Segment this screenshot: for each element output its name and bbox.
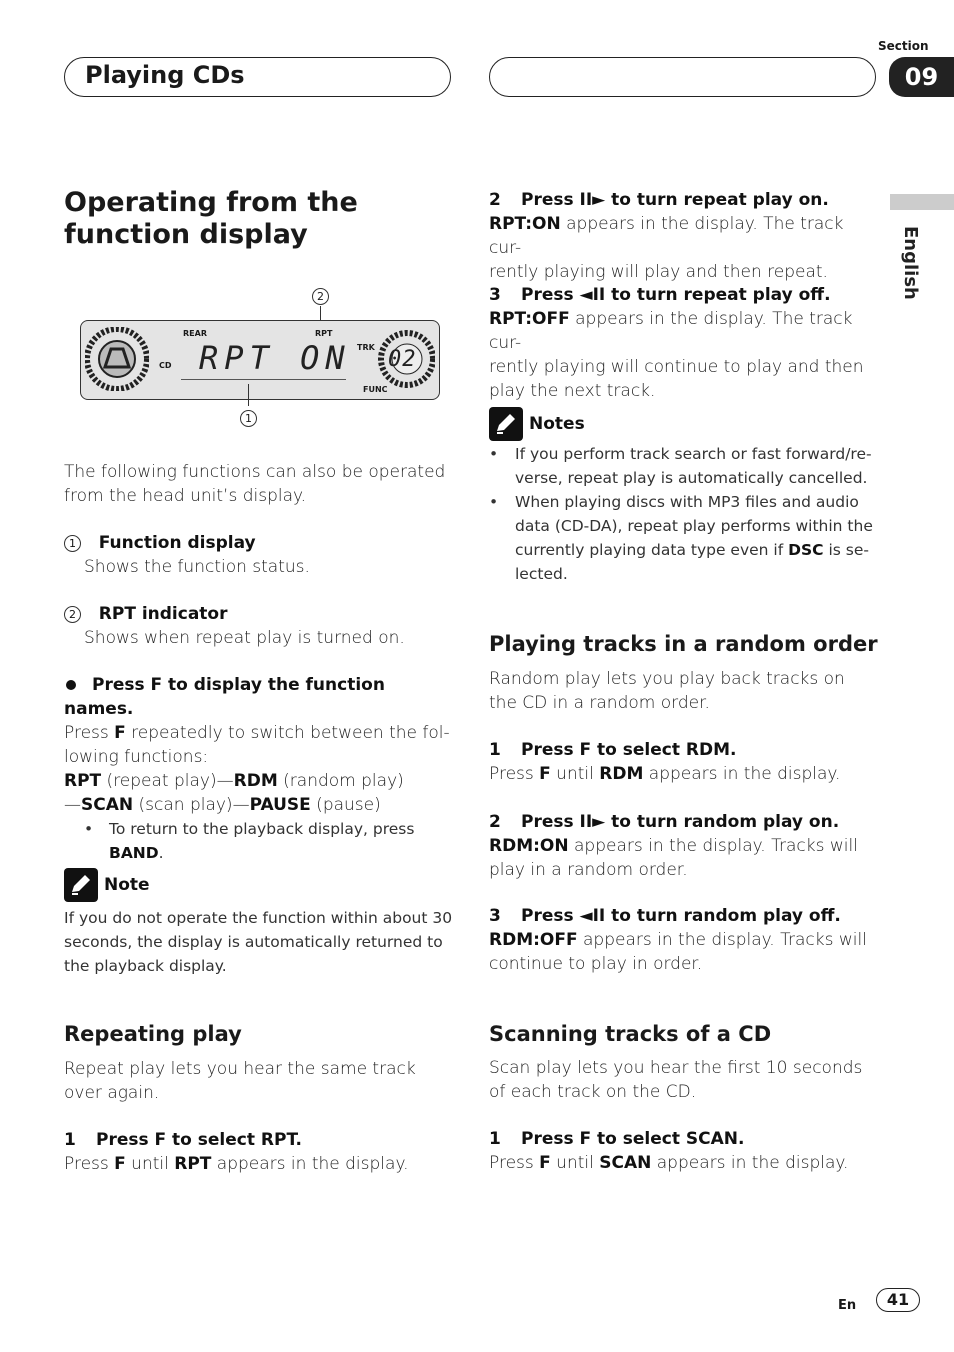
page-number-pill <box>876 1288 920 1312</box>
return-bullet-band: BAND <box>109 844 159 862</box>
random-heading: Playing tracks in a random order <box>489 632 878 656</box>
rep-step2-text2: rently playing will play and then repeat. <box>489 262 828 282</box>
rdm-step1-c: until <box>550 764 600 784</box>
rdm-step1-e: appears in the display. <box>643 764 841 784</box>
scan-step1-e: appears in the display. <box>651 1153 849 1173</box>
press-f-text-d: lowing functions: <box>64 747 209 767</box>
scan-intro: Scan play lets you hear the first 10 seconds of each track on the CD. <box>489 1058 863 1102</box>
callout-1: 1 <box>240 410 257 427</box>
lcd-func-label: FUNC <box>363 385 388 394</box>
rdm-step1-num: 1 <box>489 740 501 760</box>
rdm-step3-code: RDM:OFF <box>489 930 578 950</box>
note2-b: data (CD-DA), repeat play performs within the <box>515 517 873 535</box>
rep-step3-text3: play the next track. <box>489 381 656 401</box>
rep-step3-title-b: to turn repeat play off. <box>605 285 831 305</box>
play-pause-icon: II► <box>579 812 606 832</box>
func-rpt: RPT <box>64 771 102 791</box>
main-heading-line2: function display <box>64 219 308 250</box>
repeating-intro: Repeat play lets you hear the same track over again. <box>64 1059 416 1103</box>
header-title-pill <box>64 57 451 97</box>
lcd-rear-label: REAR <box>183 329 207 338</box>
play-pause-icon: II► <box>579 190 606 210</box>
func-dash: — <box>64 795 81 815</box>
rep-step1-a: Press <box>64 1154 115 1174</box>
lcd-rpt-label: RPT <box>315 329 333 338</box>
scan-step1-code: SCAN <box>599 1153 652 1173</box>
rep-step2-text: appears in the display. The track cur- <box>489 214 844 258</box>
rdm-step2 <box>489 810 879 882</box>
rdm-step2-title-b: to turn random play on. <box>605 812 840 832</box>
scan-step1-c: until <box>550 1153 600 1173</box>
section-number-badge: 09 <box>889 57 954 97</box>
func-scan: SCAN <box>81 795 134 815</box>
return-bullet: • To return to the playback display, press BAND. <box>84 820 415 862</box>
footer-lang: En <box>838 1298 857 1313</box>
rdm-step2-num: 2 <box>489 812 501 832</box>
function-display-figure <box>80 284 440 434</box>
func-pause: PAUSE <box>249 795 311 815</box>
note2-dsc: DSC <box>788 541 824 559</box>
rdm-step2-text2: play in a random order. <box>489 860 688 880</box>
scan-heading: Scanning tracks of a CD <box>489 1022 772 1046</box>
rdm-step3-title-a: Press <box>521 906 580 926</box>
press-f-block <box>64 673 454 865</box>
func-scan-desc: (scan play)— <box>133 795 250 815</box>
rdm-step3-text2: continue to play in order. <box>489 954 703 974</box>
side-tab-language: English <box>900 226 921 300</box>
rep-step3-text: appears in the display. The track cur- <box>489 309 853 353</box>
rep-step3 <box>489 283 879 403</box>
scan-step1-key: F <box>539 1153 551 1173</box>
callout-1-line <box>248 384 249 406</box>
lcd-trk-label: TRK <box>357 343 375 352</box>
lcd-cd-label: CD <box>159 361 172 370</box>
header-blank-pill <box>489 57 876 97</box>
rdm-step1-key: F <box>539 764 551 784</box>
rep-step2-code: RPT:ON <box>489 214 561 234</box>
note-text: If you do not operate the function within about 30 seconds, the display is automatically returned to the playback display. <box>64 909 453 975</box>
notes-block <box>489 407 879 586</box>
main-heading <box>64 187 358 251</box>
page-number: 41 <box>886 1290 910 1309</box>
pencil-notes-icon <box>489 407 523 441</box>
return-bullet-c: . <box>158 844 164 862</box>
func-rdm-desc: (random play) <box>277 771 404 791</box>
press-f-title: Press F to display the function names. <box>64 675 385 719</box>
callout-2: 2 <box>312 288 329 305</box>
scan-step1-title: Press F to select SCAN. <box>521 1129 745 1149</box>
rep-step1-code: RPT <box>174 1154 212 1174</box>
lcd-main-text: RPT ON <box>199 339 351 377</box>
rep-step2-num: 2 <box>489 190 501 210</box>
rep-step1-num: 1 <box>64 1130 76 1150</box>
item2-title: RPT indicator <box>98 604 228 624</box>
item1-num: 1 <box>64 535 81 552</box>
page-section-title: Playing CDs <box>85 61 245 89</box>
rdm-step2-code: RDM:ON <box>489 836 569 856</box>
note2-f: lected. <box>515 565 568 583</box>
press-f-key: F <box>114 723 126 743</box>
lcd-track-number: 02 <box>388 347 417 372</box>
notes-label: Notes <box>529 414 585 434</box>
random-intro: Random play lets you play back tracks on the CD in a random order. <box>489 669 845 713</box>
disc-spinner-icon <box>85 327 149 391</box>
note2-a: When playing discs with MP3 files and audio <box>515 493 859 511</box>
item-rpt-indicator <box>64 602 449 650</box>
rep-step2 <box>489 188 879 284</box>
item-function-display <box>64 531 449 579</box>
note2-c: currently playing data type even if <box>515 541 789 559</box>
rdm-step1 <box>489 738 879 786</box>
return-bullet-a: To return to the playback display, press <box>109 820 415 838</box>
rep-step1-title: Press F to select RPT. <box>96 1130 302 1150</box>
rdm-step3 <box>489 904 879 976</box>
scan-step1-num: 1 <box>489 1129 501 1149</box>
note-item-2: • When playing discs with MP3 files and audio data (CD-DA), repeat play performs within the currently playing data type even if DSC is se- lected. <box>489 493 873 583</box>
rdm-step3-title-b: to turn random play off. <box>605 906 841 926</box>
rep-step1 <box>64 1128 454 1176</box>
rep-step1-e: appears in the display. <box>211 1154 409 1174</box>
lcd-baseline <box>181 379 346 380</box>
rep-step3-text2: rently playing will continue to play and then <box>489 357 864 377</box>
reverse-pause-icon: ◄II <box>579 285 606 305</box>
pencil-note-icon <box>64 868 98 902</box>
rdm-step1-a: Press <box>489 764 540 784</box>
rdm-step2-title-a: Press <box>521 812 580 832</box>
bullet-dot-icon <box>66 680 76 690</box>
side-tab-marker <box>890 194 954 210</box>
rdm-step1-title: Press F to select RDM. <box>521 740 737 760</box>
item2-desc: Shows when repeat play is turned on. <box>84 628 405 648</box>
press-f-text-c: repeatedly to switch between the fol- <box>125 723 450 743</box>
rep-step3-num: 3 <box>489 285 501 305</box>
note1-b: verse, repeat play is automatically cancelled. <box>515 469 868 487</box>
rep-step2-title-a: Press <box>521 190 580 210</box>
press-f-text-a: Press <box>64 723 115 743</box>
rep-step1-key: F <box>114 1154 126 1174</box>
func-pause-desc: (pause) <box>310 795 381 815</box>
scan-step1 <box>489 1127 879 1175</box>
rdm-step3-text: appears in the display. Tracks will <box>577 930 867 950</box>
item1-title: Function display <box>98 533 256 553</box>
lcd-panel <box>80 320 440 400</box>
func-rpt-desc: (repeat play)— <box>101 771 234 791</box>
rep-step2-title-b: to turn repeat play on. <box>605 190 829 210</box>
item2-num: 2 <box>64 606 81 623</box>
intro-text: The following functions can also be operated from the head unit’s display. <box>64 462 446 506</box>
rep-step1-c: until <box>125 1154 175 1174</box>
rdm-step2-text: appears in the display. Tracks will <box>568 836 858 856</box>
note-label: Note <box>104 875 150 895</box>
rep-step3-title-a: Press <box>521 285 580 305</box>
item1-desc: Shows the function status. <box>84 557 310 577</box>
func-rdm: RDM <box>233 771 278 791</box>
section-label: Section <box>878 39 929 53</box>
reverse-pause-icon: ◄II <box>579 906 606 926</box>
main-heading-line1: Operating from the <box>64 187 358 218</box>
rdm-step3-num: 3 <box>489 906 501 926</box>
note-item-1: • If you perform track search or fast forward/re- verse, repeat play is automatically cancelled. <box>489 445 872 487</box>
rep-step3-code: RPT:OFF <box>489 309 570 329</box>
note1-a: If you perform track search or fast forward/re- <box>515 445 872 463</box>
note2-e: is se- <box>823 541 869 559</box>
rdm-step1-code: RDM <box>599 764 644 784</box>
scan-step1-a: Press <box>489 1153 540 1173</box>
repeating-heading: Repeating play <box>64 1022 242 1046</box>
note-block <box>64 868 454 978</box>
